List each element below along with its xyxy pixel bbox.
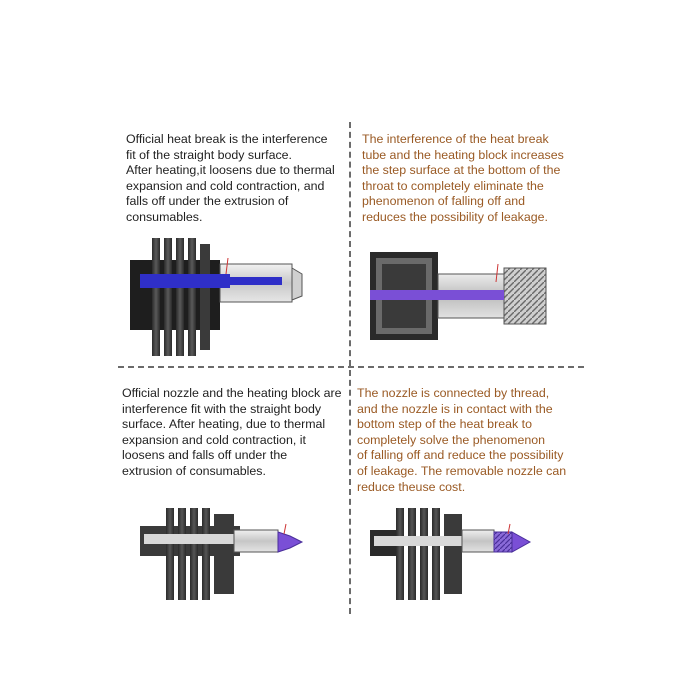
text-line: The interference of the heat break <box>362 132 549 146</box>
text-line: expansion and cold contraction, it <box>122 432 306 447</box>
text-line: falls off under the extrusion of <box>126 194 289 209</box>
text-line: After heating,it loosens due to thermal <box>126 163 335 178</box>
improved-heat-break-text <box>362 132 564 226</box>
official-heat-break-illustration <box>130 238 310 358</box>
text-line: throat to completely eliminate the <box>362 178 544 193</box>
text-line: and the nozzle is in contact with the <box>357 401 553 416</box>
official-nozzle-illustration <box>140 504 320 604</box>
text-line: phenomenon of falling off and <box>362 194 526 209</box>
text-line: loosens and falls off under the <box>122 448 288 463</box>
official-nozzle-text <box>122 386 342 480</box>
text-line: the step surface at the bottom of the <box>362 163 561 178</box>
official-heat-break-text <box>126 132 335 226</box>
text-line: reduce theuse cost. <box>357 479 466 494</box>
text-line: surface. After heating, due to thermal <box>122 417 326 432</box>
text-line: The nozzle is connected by thread, <box>357 386 550 400</box>
text-line: of falling off and reduce the possibility <box>357 448 564 463</box>
text-line: bottom step of the heat break to <box>357 417 532 432</box>
text-line: completely solve the phenomenon <box>357 432 546 447</box>
text-line: reduces the possibility of leakage. <box>362 209 548 224</box>
text-line: of leakage. The removable nozzle can <box>357 463 567 478</box>
text-line: extrusion of consumables. <box>122 463 266 478</box>
vertical-divider <box>349 122 351 614</box>
text-line: Official nozzle and the heating block are <box>122 386 342 400</box>
horizontal-divider <box>118 366 584 368</box>
text-line: expansion and cold contraction, and <box>126 178 325 193</box>
text-line: consumables. <box>126 209 203 224</box>
threaded-nozzle-text <box>357 386 566 495</box>
improved-heat-break-illustration <box>370 246 550 346</box>
text-line: Official heat break is the interference <box>126 132 328 146</box>
threaded-nozzle-illustration <box>370 504 550 604</box>
text-line: tube and the heating block increases <box>362 147 564 162</box>
text-line: fit of the straight body surface. <box>126 147 292 162</box>
text-line: interference fit with the straight body <box>122 401 322 416</box>
